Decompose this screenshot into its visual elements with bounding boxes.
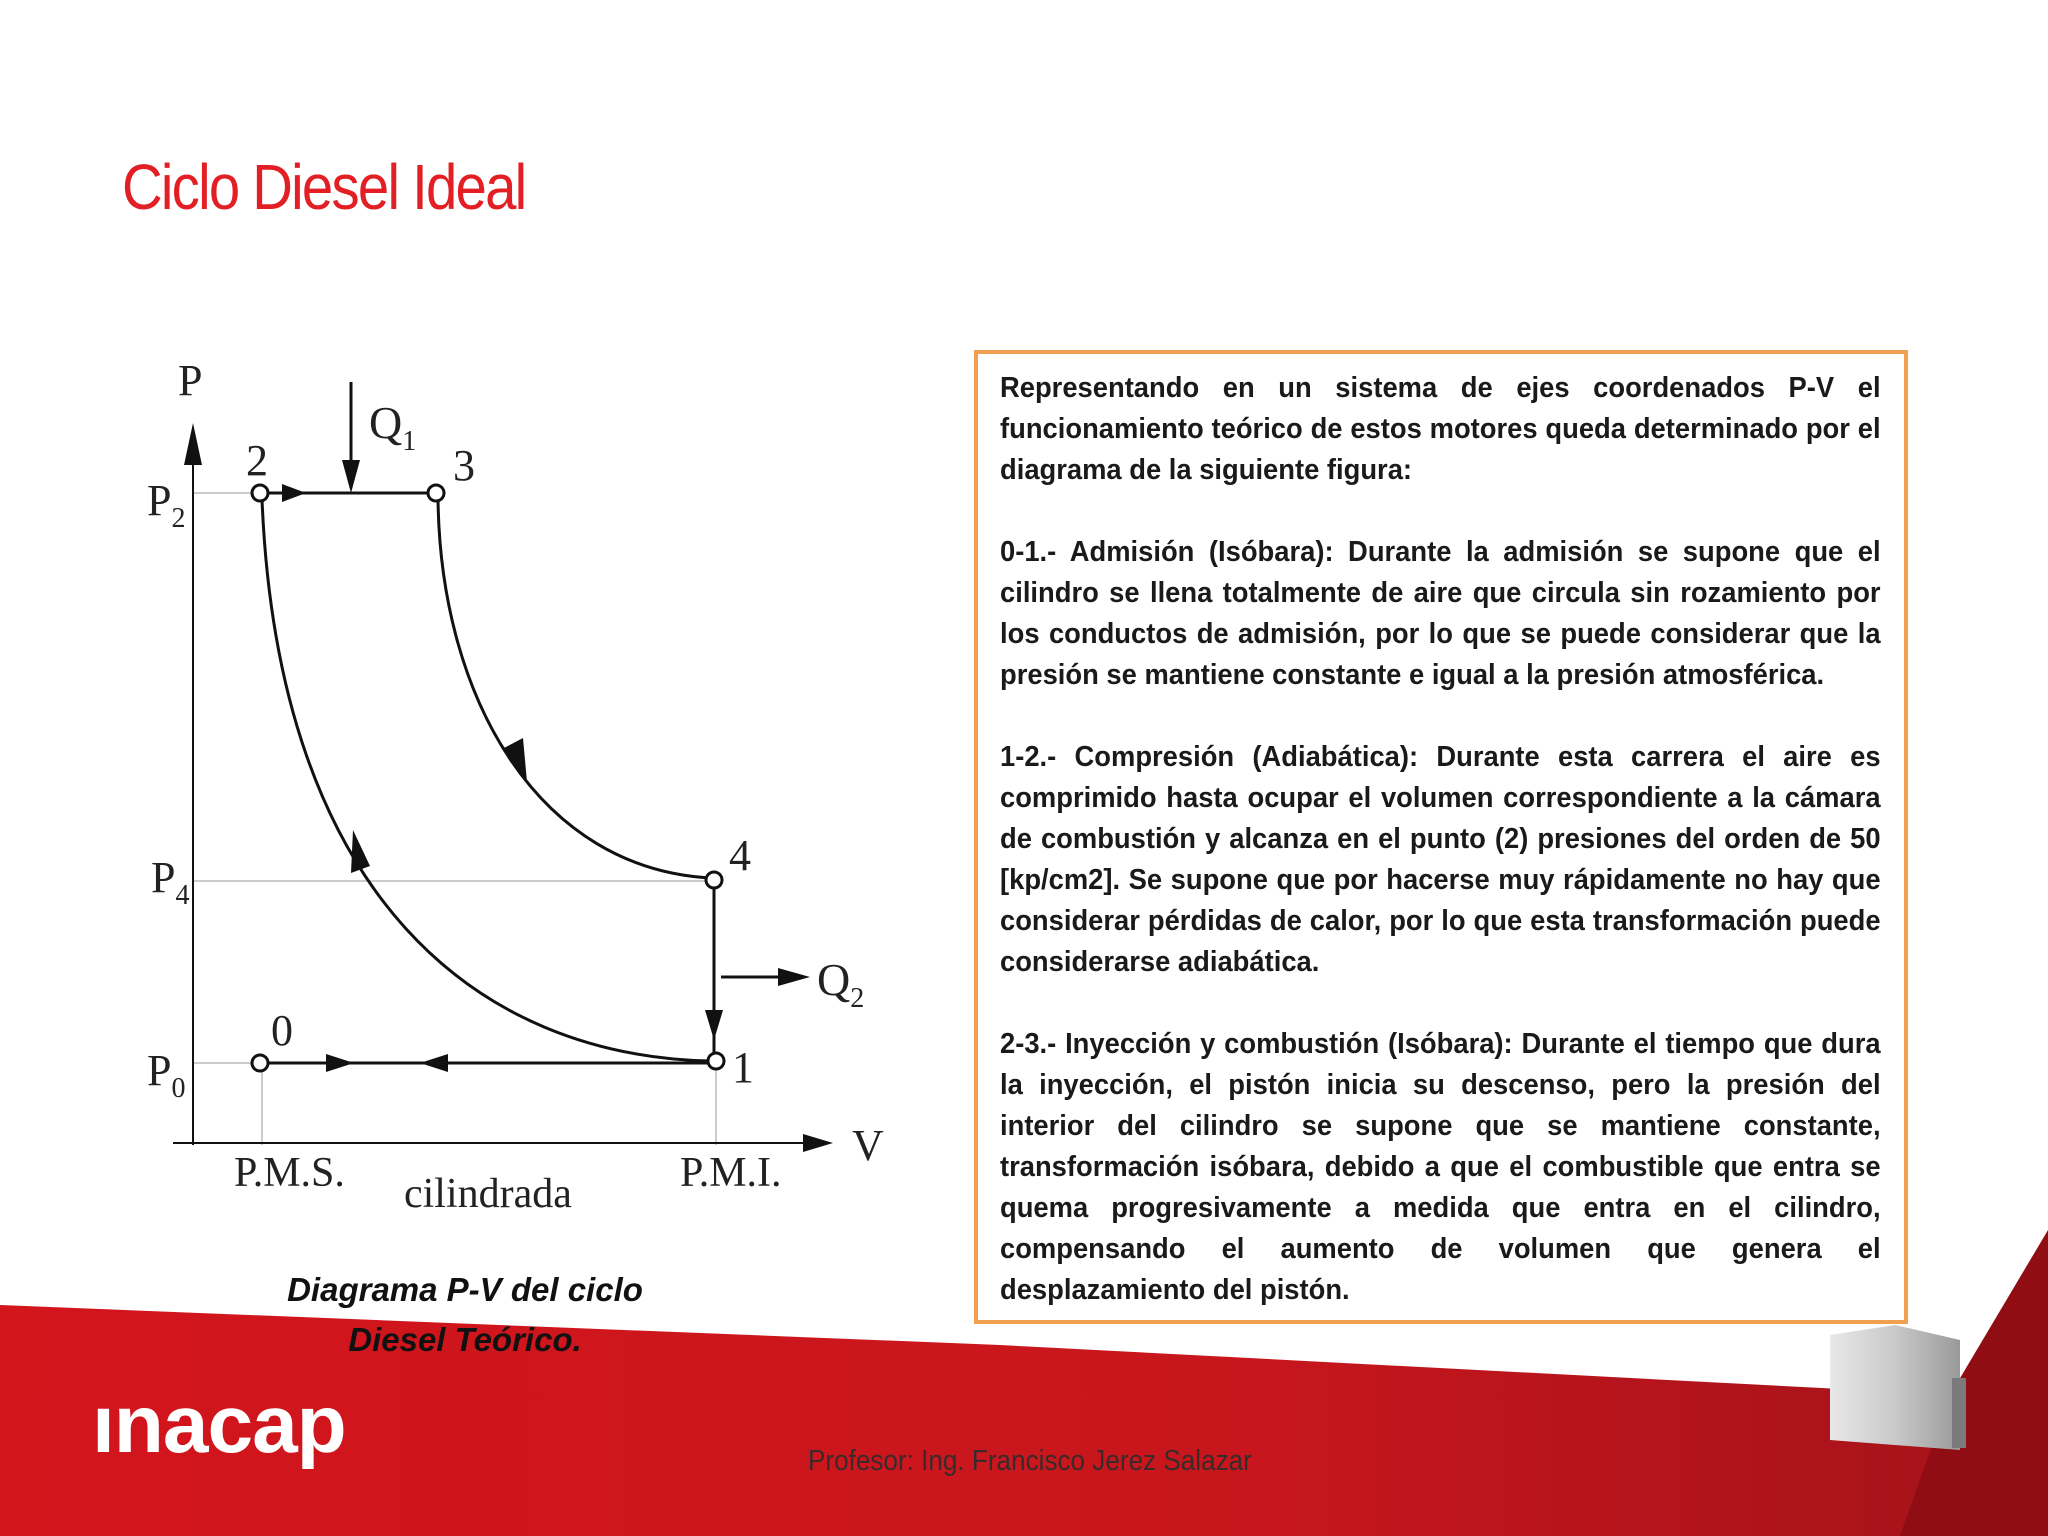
arrow-4-1 (705, 1010, 723, 1040)
p2-label: $P_2$ (147, 476, 186, 534)
v-axis-label: V (852, 1121, 884, 1170)
heat-out-arrowhead (778, 968, 810, 986)
caption-line-1: Diagrama P-V del ciclo (287, 1271, 643, 1308)
footer-professor: Profesor: Ing. Francisco Jerez Salazar (808, 1445, 1252, 1477)
cilindrada-label: cilindrada (404, 1171, 572, 1217)
state-point-0 (252, 1055, 268, 1071)
p-axis-label: P (178, 356, 203, 405)
arrow-1-2 (351, 830, 370, 873)
p4-label: $P_4$ (151, 853, 190, 911)
point-label-3: 3 (453, 441, 475, 490)
point-label-0: 0 (271, 1006, 293, 1055)
point-label-4: 4 (729, 831, 751, 880)
v-axis-arrowhead (803, 1134, 833, 1152)
arrow-3-4 (504, 738, 527, 782)
slide-title: Ciclo Diesel Ideal (122, 151, 526, 223)
p-axis-arrowhead (184, 423, 202, 465)
adiabatic-1-2 (262, 499, 710, 1061)
adiabatic-3-4 (438, 498, 712, 878)
paragraph-1-2: 1-2.- Compresión (Adiabática): Durante esta carrera el aire es comprimido hasta ocupar el volumen correspondiente a la cámara de combustión y alcanza en el punto (2) presiones del orden de 50 [kp/cm2]. Se supone que por hacerse muy rápidamente no hay que considerar pérdidas de calor, por lo que esta transformación puede considerarse adiabática. (1000, 741, 1881, 978)
pmi-label: P.M.I. (680, 1150, 782, 1196)
state-point-2 (252, 485, 268, 501)
p0-label: $P_0$ (147, 1046, 186, 1104)
heat-in-arrowhead (342, 460, 360, 493)
paragraph-0-1: 0-1.- Admisión (Isóbara): Durante la admisión se supone que el cilindro se llena totalmente de aire que circula sin rozamiento por los conductos de admisión, por lo que se puede considerar que la presión se mantiene constante e igual a la presión atmosférica. (1000, 536, 1881, 691)
state-point-4 (706, 872, 722, 888)
arrow-0-1 (326, 1054, 354, 1072)
diagram-caption (250, 1265, 680, 1365)
point-label-1: 1 (732, 1043, 754, 1092)
state-point-1 (708, 1053, 724, 1069)
arrow-1-0 (420, 1054, 448, 1072)
caption-line-2: Diesel Teórico. (348, 1321, 582, 1358)
pms-label: P.M.S. (234, 1150, 345, 1196)
paragraph-2-3: 2-3.- Inyección y combustión (Isóbara): Durante el tiempo que dura la inyección, el pistón inicia su descenso, pero la presión del interior del cilindro se supone que se mantiene constante, transformación isóbara, debido a que el combustible que entra se quema progresivamente a medida que entra en el cilindro, compensando el aumento de volumen que genera el desplazamiento del pistón. (1000, 1028, 1881, 1306)
paragraph-intro: Representando en un sistema de ejes coordenados P-V el funcionamiento teórico de estos motores queda determinado por el diagrama de la siguiente figura: (1000, 372, 1881, 486)
heat-out-label: $Q_2$ (817, 954, 865, 1014)
state-point-3 (428, 485, 444, 501)
heat-in-label: $Q_1$ (369, 397, 417, 457)
arrow-2-3 (282, 484, 306, 502)
point-label-2: 2 (246, 436, 268, 485)
inacap-logo: ınacap (92, 1379, 346, 1470)
description-box (974, 350, 1908, 1324)
